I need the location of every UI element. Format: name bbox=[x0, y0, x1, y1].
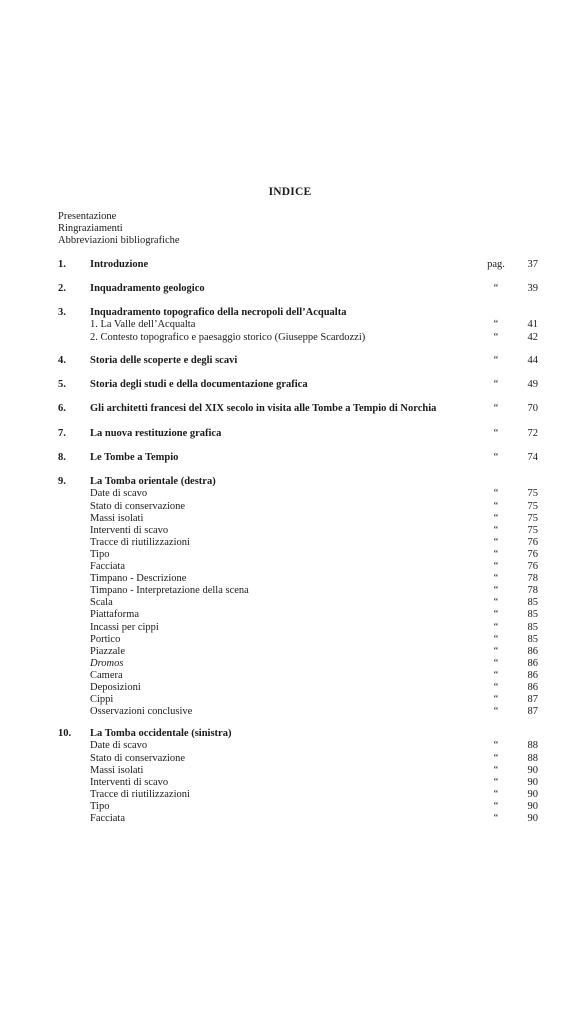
toc-entry bbox=[58, 658, 538, 670]
toc-entry bbox=[58, 525, 538, 537]
page-number: 90 bbox=[527, 813, 538, 824]
page-number: 90 bbox=[527, 776, 538, 788]
section-title: Inquadramento geologico bbox=[90, 283, 205, 294]
entry-title: Timpano - Interpretazione della scena bbox=[90, 585, 249, 597]
toc-section bbox=[58, 728, 538, 740]
page-marker: “ bbox=[493, 283, 499, 294]
toc-entry bbox=[58, 597, 538, 609]
page-number: 75 bbox=[527, 512, 538, 524]
section-number: 9. bbox=[58, 476, 66, 487]
page-marker: “ bbox=[493, 609, 499, 621]
toc-entry bbox=[58, 609, 538, 621]
page-number: 42 bbox=[527, 331, 538, 343]
toc-entry bbox=[58, 789, 538, 801]
page-number: 86 bbox=[527, 669, 538, 681]
page-marker: pag. bbox=[487, 259, 505, 270]
section-title: Introduzione bbox=[90, 259, 149, 270]
page-marker: “ bbox=[493, 645, 499, 657]
page-number: 76 bbox=[527, 548, 538, 560]
page-marker: “ bbox=[493, 752, 499, 764]
page-marker: “ bbox=[493, 355, 499, 366]
page-number: 90 bbox=[527, 764, 538, 776]
toc-entry bbox=[58, 537, 538, 549]
page-title: INDICE bbox=[268, 186, 312, 198]
toc-entry bbox=[58, 488, 538, 500]
page-number: 76 bbox=[527, 561, 538, 572]
toc-entry bbox=[58, 753, 538, 765]
toc-section bbox=[58, 355, 538, 367]
section-title: Le Tombe a Tempio bbox=[90, 452, 179, 463]
page-marker: “ bbox=[493, 621, 499, 633]
toc-entry bbox=[58, 682, 538, 694]
page-number: 86 bbox=[527, 657, 538, 669]
entry-title: Timpano - Descrizione bbox=[90, 573, 187, 585]
toc-section bbox=[58, 379, 538, 391]
page-number: 37 bbox=[527, 259, 538, 270]
page-marker: “ bbox=[493, 597, 499, 609]
toc-section bbox=[58, 259, 538, 271]
page-marker: “ bbox=[493, 331, 499, 343]
toc-entry bbox=[58, 765, 538, 777]
toc-section bbox=[58, 403, 538, 415]
page-number: 85 bbox=[527, 609, 538, 621]
page-marker: “ bbox=[493, 682, 499, 693]
page-number: 41 bbox=[527, 319, 538, 331]
toc-section bbox=[58, 307, 538, 319]
entry-title: 1. La Valle dell’Acqualta bbox=[90, 319, 196, 331]
section-title: La Tomba orientale (destra) bbox=[90, 476, 216, 487]
page-number: 39 bbox=[527, 283, 538, 294]
page-number: 86 bbox=[527, 645, 538, 657]
entry-title: Facciata bbox=[90, 561, 125, 572]
page-marker: “ bbox=[493, 573, 499, 585]
page-marker: “ bbox=[493, 633, 499, 645]
toc-entry bbox=[58, 777, 538, 789]
page-number: 78 bbox=[527, 573, 538, 585]
page-marker: “ bbox=[493, 813, 499, 824]
page-marker: “ bbox=[493, 669, 499, 681]
page-marker: “ bbox=[493, 561, 499, 572]
section-title: Inquadramento topografico della necropoli dell’Acqualta bbox=[90, 307, 347, 318]
page-number: 70 bbox=[527, 403, 538, 414]
page-marker: “ bbox=[493, 536, 499, 548]
front-matter bbox=[58, 211, 180, 248]
toc-entry bbox=[58, 706, 538, 718]
toc-section bbox=[58, 476, 538, 488]
entry-title: Deposizioni bbox=[90, 682, 141, 693]
entry-title: Interventi di scavo bbox=[90, 776, 169, 788]
page-marker: “ bbox=[493, 488, 499, 500]
toc-entry bbox=[58, 646, 538, 658]
entry-title: Piazzale bbox=[90, 645, 125, 657]
toc-entry bbox=[58, 670, 538, 682]
toc-entry bbox=[58, 549, 538, 561]
page-number: 85 bbox=[527, 597, 538, 609]
toc-entry bbox=[58, 501, 538, 513]
page-marker: “ bbox=[493, 428, 499, 439]
toc-entry bbox=[58, 694, 538, 706]
page-marker: “ bbox=[493, 764, 499, 776]
page-number: 75 bbox=[527, 488, 538, 500]
page-marker: “ bbox=[493, 657, 499, 669]
section-number: 7. bbox=[58, 428, 66, 439]
front-matter-item: Abbreviazioni bibliografiche bbox=[58, 235, 180, 247]
entry-title: Tipo bbox=[90, 800, 110, 812]
page-marker: “ bbox=[493, 788, 499, 800]
page-marker: “ bbox=[493, 319, 499, 331]
section-number: 4. bbox=[58, 355, 66, 366]
entry-title: Facciata bbox=[90, 813, 125, 824]
toc-section bbox=[58, 452, 538, 464]
toc-entry bbox=[58, 319, 538, 331]
page-number: 90 bbox=[527, 800, 538, 812]
section-number: 2. bbox=[58, 283, 66, 294]
section-title: Gli architetti francesi del XIX secolo in visita alle Tombe a Tempio di Norchia bbox=[90, 403, 437, 414]
page-marker: “ bbox=[493, 706, 499, 718]
entry-title: Stato di conservazione bbox=[90, 500, 186, 512]
page-number: 49 bbox=[527, 379, 538, 390]
front-matter-item: Ringraziamenti bbox=[58, 223, 123, 235]
page-number: 88 bbox=[527, 752, 538, 764]
entry-title: Date di scavo bbox=[90, 488, 148, 500]
page-marker: “ bbox=[493, 524, 499, 536]
page-number: 44 bbox=[527, 355, 538, 366]
page-marker: “ bbox=[493, 585, 499, 597]
entry-title: Tracce di riutilizzazioni bbox=[90, 536, 190, 548]
toc-section bbox=[58, 428, 538, 440]
entry-title: Tracce di riutilizzazioni bbox=[90, 788, 190, 800]
toc-entry bbox=[58, 573, 538, 585]
toc-entry bbox=[58, 561, 538, 573]
entry-title: Portico bbox=[90, 633, 121, 645]
page-marker: “ bbox=[493, 452, 499, 463]
section-title: Storia delle scoperte e degli scavi bbox=[90, 355, 238, 366]
entry-title: Dromos bbox=[90, 657, 124, 669]
toc-entry bbox=[58, 634, 538, 646]
page-marker: “ bbox=[493, 776, 499, 788]
toc-entry bbox=[58, 622, 538, 634]
entry-title: Scala bbox=[90, 597, 113, 609]
toc-entry bbox=[58, 332, 538, 344]
section-title: La nuova restituzione grafica bbox=[90, 428, 222, 439]
page-marker: “ bbox=[493, 694, 499, 706]
section-number: 1. bbox=[58, 259, 66, 270]
entry-title: Date di scavo bbox=[90, 740, 148, 752]
section-title: La Tomba occidentale (sinistra) bbox=[90, 728, 232, 739]
page-marker: “ bbox=[493, 403, 499, 414]
entry-title: Massi isolati bbox=[90, 764, 144, 776]
toc-entry bbox=[58, 813, 538, 825]
page-marker: “ bbox=[493, 500, 499, 512]
section-number: 5. bbox=[58, 379, 66, 390]
page-number: 87 bbox=[527, 706, 538, 718]
entry-title: Piattaforma bbox=[90, 609, 139, 621]
page-marker: “ bbox=[493, 800, 499, 812]
entry-title: Incassi per cippi bbox=[90, 621, 159, 633]
page-number: 76 bbox=[527, 536, 538, 548]
entry-title: Stato di conservazione bbox=[90, 752, 186, 764]
entry-title: Camera bbox=[90, 669, 123, 681]
toc-entry bbox=[58, 801, 538, 813]
page-number: 74 bbox=[527, 452, 538, 463]
page-marker: “ bbox=[493, 548, 499, 560]
entry-title: Tipo bbox=[90, 548, 110, 560]
page-number: 72 bbox=[527, 428, 538, 439]
toc-entry bbox=[58, 740, 538, 752]
section-number: 3. bbox=[58, 307, 66, 318]
section-number: 8. bbox=[58, 452, 66, 463]
toc-entry bbox=[58, 585, 538, 597]
page-number: 85 bbox=[527, 621, 538, 633]
page-number: 85 bbox=[527, 633, 538, 645]
entry-title: Cippi bbox=[90, 694, 114, 706]
page-number: 90 bbox=[527, 788, 538, 800]
page-number: 87 bbox=[527, 694, 538, 706]
entry-title: Massi isolati bbox=[90, 512, 144, 524]
page-number: 75 bbox=[527, 500, 538, 512]
entry-title: Interventi di scavo bbox=[90, 524, 169, 536]
page-number: 88 bbox=[527, 740, 538, 752]
toc-entry bbox=[58, 513, 538, 525]
page-number: 78 bbox=[527, 585, 538, 597]
page-number: 86 bbox=[527, 682, 538, 693]
section-number: 10. bbox=[58, 728, 72, 739]
page-marker: “ bbox=[493, 740, 499, 752]
toc-section bbox=[58, 283, 538, 295]
page-marker: “ bbox=[493, 379, 499, 390]
section-number: 6. bbox=[58, 403, 66, 414]
page-number: 75 bbox=[527, 524, 538, 536]
front-matter-item: Presentazione bbox=[58, 211, 117, 222]
entry-title: 2. Contesto topografico e paesaggio storico (Giuseppe Scardozzi) bbox=[90, 331, 366, 343]
section-title: Storia degli studi e della documentazione grafica bbox=[90, 379, 308, 390]
entry-title: Osservazioni conclusive bbox=[90, 706, 193, 718]
page-marker: “ bbox=[493, 512, 499, 524]
